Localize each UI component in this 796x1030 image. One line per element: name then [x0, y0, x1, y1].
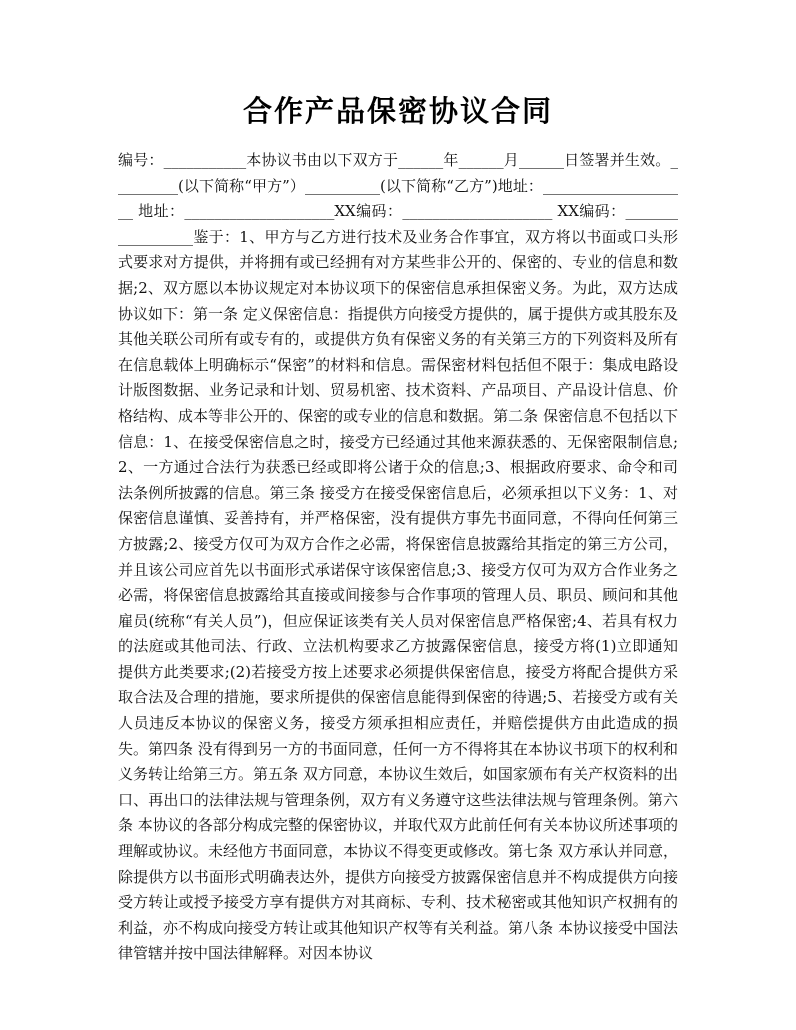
document-title: 合作产品保密协议合同	[242, 94, 553, 128]
document-body: 编号：___________本协议书由以下双方于______年______月______日签署并生效。_________(以下简称“甲方”）__________(以下简称“乙方”)地址：____________________ 地址：____________________XX编码：____________________ XX编码：_________________鉴于：1、甲方与乙方进行技术及业务合作事宜，双方将以书面或口头形式要求对方提供，并将拥有或已经拥有对方某些非公开的、保密的、专业的信息和数据;2、双方愿以本协议规定对本协议项下的保密信息承担保密义务。为此，双方达成协议如下：第一条 定义保密信息：指提供方向接受方提供的，属于提供方或其股东及其他关联公司所有或专有的，或提供方负有保密义务的有关第三方的下列资料及所有在信息载体上明确标示“保密”的材料和信息。需保密材料包括但不限于：集成电路设计版图数据、业务记录和计划、贸易机密、技术资料、产品项目、产品设计信息、价格结构、成本等非公开的、保密的或专业的信息和数据。第二条 保密信息不包括以下信息：1、在接受保密信息之时，接受方已经通过其他来源获悉的、无保密限制信息;2、一方通过合法行为获悉已经或即将公诸于众的信息;3、根据政府要求、命令和司法条例所披露的信息。第三条 接受方在接受保密信息后，必须承担以下义务：1、对保密信息谨慎、妥善持有，并严格保密，没有提供方事先书面同意，不得向任何第三方披露;2、接受方仅可为双方合作之必需，将保密信息披露给其指定的第三方公司，并且该公司应首先以书面形式承诺保守该保密信息;3、接受方仅可为双方合作业务之必需，将保密信息披露给其直接或间接参与合作事项的管理人员、职员、顾问和其他雇员(统称“有关人员”)，但应保证该类有关人员对保密信息严格保密;4、若具有权力的法庭或其他司法、行政、立法机构要求乙方披露保密信息，接受方将(1)立即通知提供方此类要求;(2)若接受方按上述要求必须提供保密信息，接受方将配合提供方采取合法及合理的措施，要求所提供的保密信息能得到保密的待遇;5、若接受方或有关人员违反本协议的保密义务，接受方须承担相应责任，并赔偿提供方由此造成的损失。第四条 没有得到另一方的书面同意，任何一方不得将其在本协议书项下的权利和义务转让给第三方。第五条 双方同意，本协议生效后，如国家颁布有关产权资料的出口、再出口的法律法规与管理条例，双方有义务遵守这些法律法规与管理条例。第六条 本协议的各部分构成完整的保密协议，并取代双方此前任何有关本协议所述事项的理解或协议。未经他方书面同意，本协议不得变更或修改。第七条 双方承认并同意，除提供方以书面形式明确表达外，提供方向接受方披露保密信息并不构成提供方向接受方转让或授予接受方享有提供方对其商标、专利、技术秘密或其他知识产权拥有的利益，亦不构成向接受方转让或其他知识产权等有关利益。第八条 本协议接受中国法律管辖并按中国法律解释。对因本协议	[118, 151, 678, 963]
